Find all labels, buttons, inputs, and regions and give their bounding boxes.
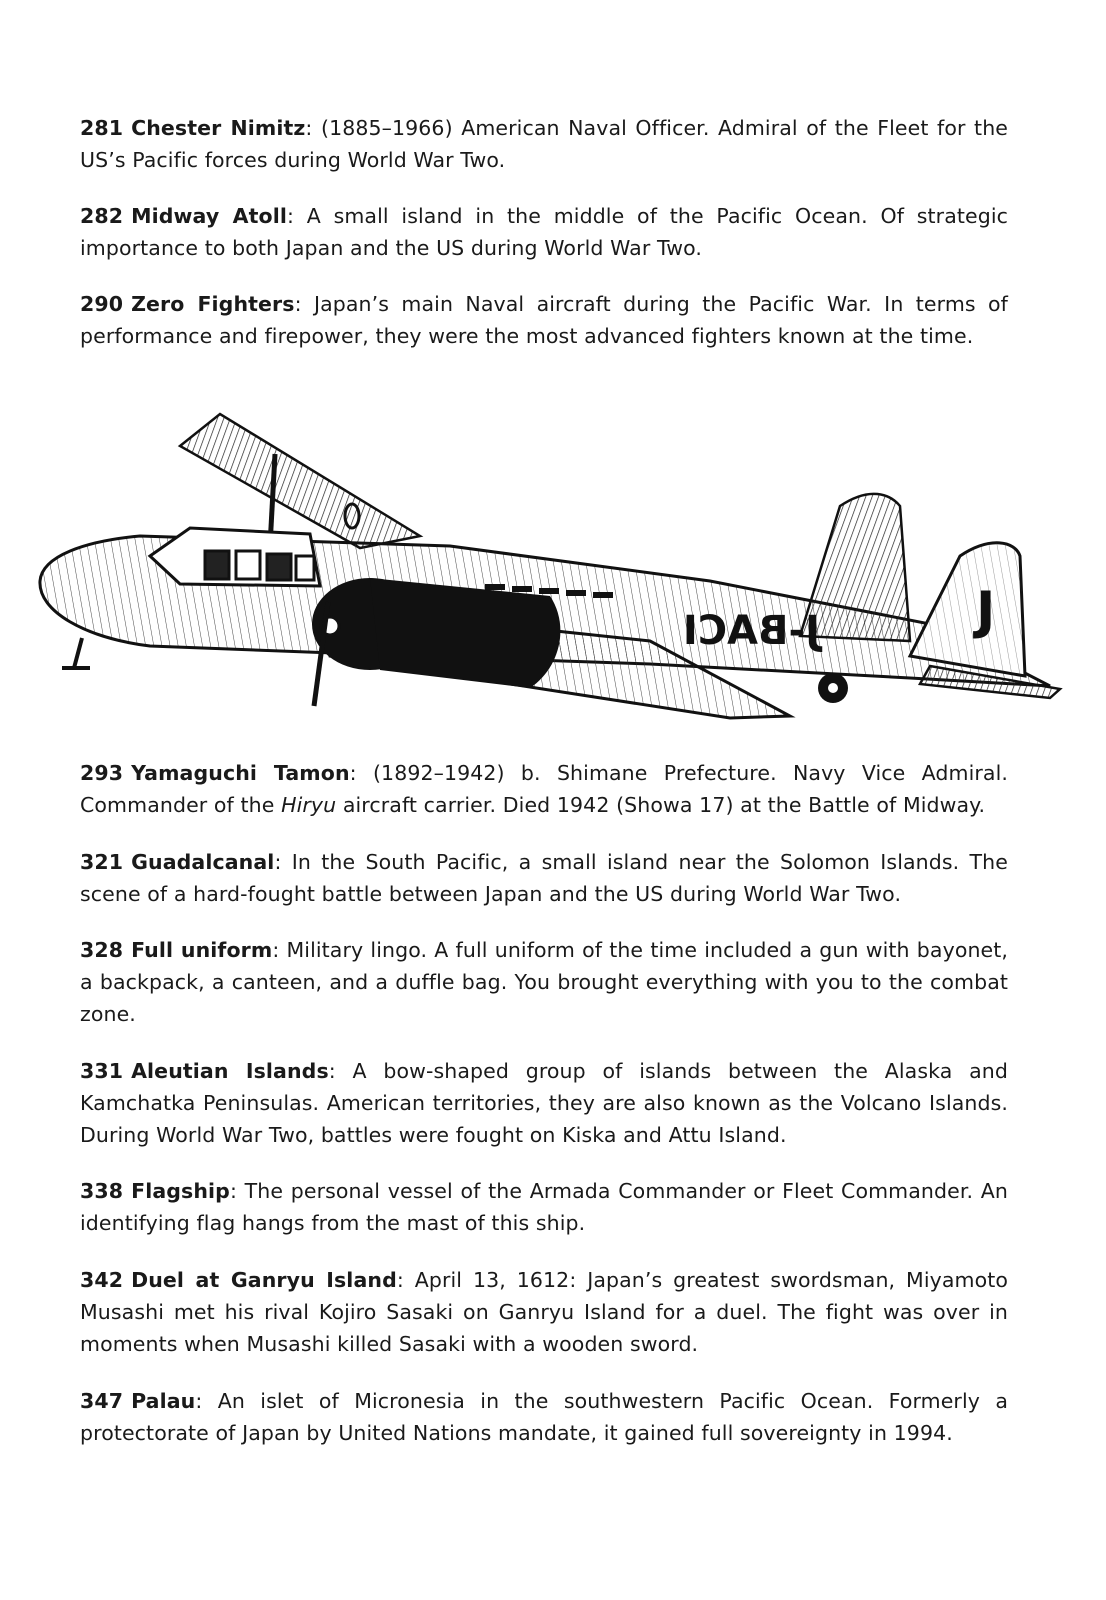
note-number: 338 — [80, 1179, 124, 1204]
note-text: April 13, 1612: Japan’s greatest swordsman, Miyamoto Musashi met his rival Kojiro Sasaki on Ganryu Island for a duel. The fight was over in moments when Musashi killed Sasaki with a wooden sword. — [80, 1267, 1008, 1356]
note-text: Japan’s main Naval aircraft during the Pacific War. In terms of performance and firepower, they were the most advanced fighters known at the time. — [80, 292, 1009, 348]
note-number: 321 — [80, 849, 124, 874]
note-number: 342 — [80, 1267, 124, 1292]
note-term: Midway Atoll — [131, 204, 287, 228]
note-text: A small island in the middle of the Pacific Ocean. Of strategic importance to both Japan and the US during World War Two. — [80, 204, 1008, 260]
note-342: 342 Duel at Ganryu Island: April 13, 1612: Japan’s greatest swordsman, Miyamoto Musashi met his rival Kojiro Sasaki on Ganryu Island for a duel. The fight was over in moments when Musashi killed Sasaki with a wooden sword. — [80, 1267, 1008, 1356]
note-number: 331 — [80, 1058, 124, 1083]
note-ship-name: Hiryu — [281, 793, 337, 817]
engine-nacelle — [370, 578, 560, 688]
note-293: 293 Yamaguchi Tamon: (1892–1942) b. Shimane Prefecture. Navy Vice Admiral. Commander of the Hiryu aircraft carrier. Died 1942 (Showa 17) at the Battle of Midway. — [80, 761, 1008, 817]
note-text: In the South Pacific, a small island near the Solomon Islands. The scene of a hard-fought battle between Japan and the US during World War Two. — [80, 849, 1008, 906]
nose-gear-strut — [74, 638, 82, 668]
note-number: 290 — [80, 292, 124, 316]
note-text: The personal vessel of the Armada Commander or Fleet Commander. An identifying flag hangs from the mast of this ship. — [80, 1179, 1009, 1236]
note-term: Yamaguchi Tamon — [131, 761, 350, 785]
note-term: Guadalcanal — [131, 849, 275, 874]
note-term: Duel at Ganryu Island — [131, 1267, 397, 1292]
note-term: Zero Fighters — [131, 292, 295, 316]
note-282: 282 Midway Atoll: A small island in the middle of the Pacific Ocean. Of strategic importance to both Japan and the US during World War Two. — [80, 204, 1008, 260]
note-text: (1892–1942) b. Shimane Prefecture. Navy Vice Admiral. Commander of the — [80, 761, 1008, 817]
note-347: 347 Palau: An islet of Micronesia in the southwestern Pacific Ocean. Formerly a protectorate of Japan by United Nations mandate, it gained full sovereignty in 1994. — [80, 1388, 1009, 1445]
note-number: 328 — [80, 938, 124, 963]
notes-bottom — [80, 757, 1008, 1473]
note-290: 290 Zero Fighters: Japan’s main Naval aircraft during the Pacific War. In terms of performance and firepower, they were the most advanced fighters known at the time. — [80, 292, 1009, 348]
note-text-continued: aircraft carrier. Died 1942 (Showa 17) at the Battle of Midway. — [336, 793, 986, 817]
note-328: 328 Full uniform: Military lingo. A full uniform of the time included a gun with bayonet, a backpack, a canteen, and a duffle bag. You brought everything with you to the combat zone. — [80, 938, 1009, 1027]
note-text: An islet of Micronesia in the southwestern Pacific Ocean. Formerly a protectorate of Japan by United Nations mandate, it gained full sovereignty in 1994. — [80, 1388, 1009, 1445]
note-term: Aleutian Islands — [131, 1058, 329, 1083]
note-338: 338 Flagship: The personal vessel of the Armada Commander or Fleet Commander. An identifying flag hangs from the mast of this ship. — [80, 1179, 1009, 1236]
note-text: (1885–1966) American Naval Officer. Admiral of the Fleet for the US’s Pacific forces during World War Two. — [80, 116, 1009, 172]
note-281: 281 Chester Nimitz: (1885–1966) American Naval Officer. Admiral of the Fleet for the US’s Pacific forces during World War Two. — [80, 116, 1009, 172]
cockpit-window-frames — [205, 551, 314, 580]
note-term: Palau — [131, 1388, 196, 1413]
note-term: Full uniform — [131, 938, 273, 963]
note-text: A bow-shaped group of islands between the Alaska and Kamchatka Peninsulas. American territories, they are also known as the Volcano Islands. During World War Two, battles were fought on Kiska and Attu Island. — [80, 1058, 1008, 1147]
registration-marking: J-BACI — [682, 608, 820, 654]
note-331: 331 Aleutian Islands: A bow-shaped group of islands between the Alaska and Kamchatka Peninsulas. American territories, they are also known as the Volcano Islands. During World War Two, battles were fought on Kiska and Attu Island. — [80, 1058, 1008, 1147]
note-text: Military lingo. A full uniform of the time included a gun with bayonet, a backpack, a canteen, and a duffle bag. You brought everything with you to the combat zone. — [80, 938, 1009, 1027]
note-number: 347 — [80, 1388, 124, 1413]
note-number: 281 — [80, 116, 124, 140]
tail-marking: J — [976, 581, 996, 641]
note-number: 282 — [80, 204, 124, 228]
note-number: 293 — [80, 761, 124, 785]
note-term: Flagship — [131, 1179, 230, 1204]
note-term: Chester Nimitz — [131, 116, 306, 140]
note-321: 321 Guadalcanal: In the South Pacific, a small island near the Solomon Islands. The scene of a hard-fought battle between Japan and the US during World War Two. — [80, 849, 1008, 906]
aircraft-illustration — [30, 406, 1070, 726]
notes-top — [80, 112, 1008, 376]
